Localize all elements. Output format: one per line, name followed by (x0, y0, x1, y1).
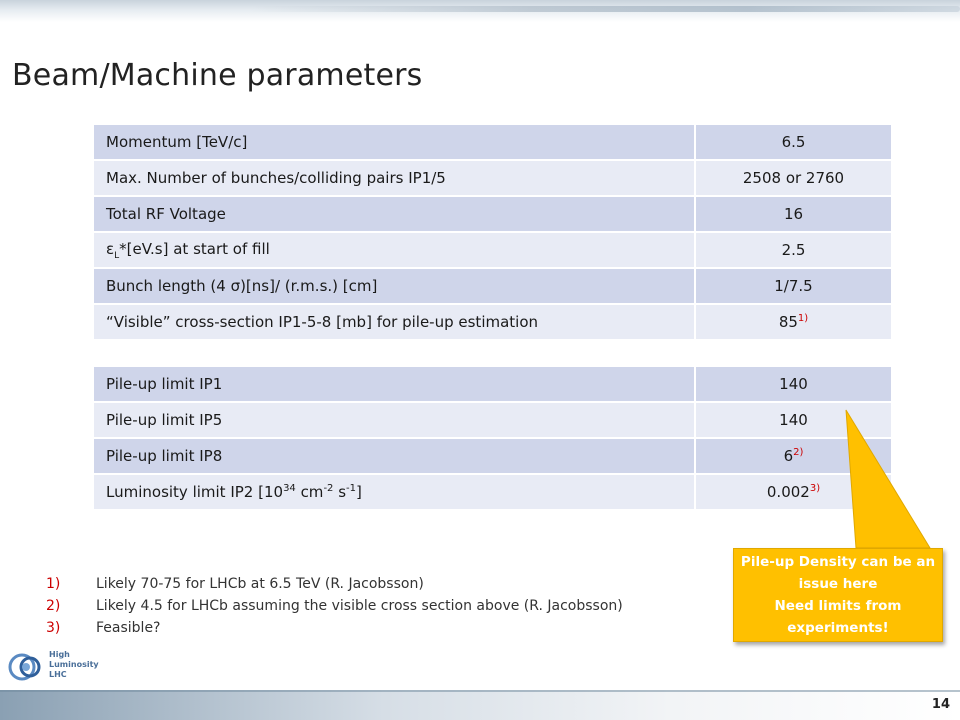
footnote-number: 1) (46, 576, 61, 592)
footnote-text: Likely 4.5 for LHCb assuming the visible cross section above (R. Jacobsson) (96, 598, 623, 614)
param-label (94, 474, 695, 510)
beam-parameters-table (94, 125, 891, 341)
footnote-marker: 3) (809, 483, 821, 494)
list-item (46, 573, 623, 595)
param-label: Total RF Voltage (94, 196, 695, 232)
param-value: 140 (695, 367, 891, 402)
label-part: Luminosity limit IP2 [10 (106, 483, 284, 501)
param-value: 2508 or 2760 (695, 160, 891, 196)
param-value: 6.5 (695, 125, 891, 160)
value-text: 0.002 (766, 483, 810, 501)
param-value: 16 (695, 196, 891, 232)
param-label: Max. Number of bunches/colliding pairs IP1/5 (94, 160, 695, 196)
table-row (94, 438, 891, 474)
param-label: Pile-up limit IP8 (94, 438, 695, 474)
logo-line: LHC (49, 670, 67, 679)
table-row (94, 474, 891, 510)
logo-line: Luminosity (49, 660, 99, 669)
param-value: 140 (695, 402, 891, 438)
pileup-limits-table (94, 367, 891, 511)
page-number: 14 (931, 697, 950, 712)
value-text: 85 (778, 313, 798, 331)
footnote-number: 2) (46, 598, 61, 614)
param-label-text: *[eV.s] at start of fill (119, 239, 270, 258)
top-decorative-band (0, 0, 960, 22)
footnote-number: 3) (46, 620, 61, 636)
param-label: “Visible” cross-section IP1-5-8 [mb] for pile-up estimation (94, 304, 695, 340)
table-row (94, 125, 891, 160)
label-part: cm (295, 483, 324, 501)
logo-icon (8, 647, 48, 687)
value-text: 6 (783, 447, 794, 465)
footnote-text: Likely 70-75 for LHCb at 6.5 TeV (R. Jacobsson) (96, 576, 424, 592)
param-label (94, 232, 695, 268)
table-row (94, 160, 891, 196)
param-label: Pile-up limit IP5 (94, 402, 695, 438)
table-row (94, 196, 891, 232)
footnote-marker: 2) (793, 447, 804, 458)
param-label: Bunch length (4 σ)[ns]/ (r.m.s.) [cm] (94, 268, 695, 304)
param-value: 1/7.5 (695, 268, 891, 304)
epsilon-subscript: L (114, 250, 120, 261)
logo-text (49, 650, 99, 680)
list-item (46, 595, 623, 617)
page-title: Beam/Machine parameters (12, 58, 423, 93)
logo-line: High (49, 650, 70, 659)
table-row (94, 232, 891, 268)
param-value (695, 304, 891, 340)
footnotes-list (46, 573, 623, 639)
footnote-text: Feasible? (96, 620, 161, 636)
callout-line: issue here (798, 576, 878, 592)
callout-line: Need limits from (774, 598, 902, 614)
pileup-density-callout (733, 548, 943, 642)
table-row (94, 367, 891, 402)
label-part: s (333, 483, 347, 501)
exponent: -1 (346, 483, 356, 494)
param-value (695, 474, 891, 510)
hl-lhc-logo (8, 647, 108, 687)
table-row (94, 268, 891, 304)
footnote-marker: 1) (797, 313, 809, 324)
param-label: Momentum [TeV/c] (94, 125, 695, 160)
param-value (695, 438, 891, 474)
list-item (46, 617, 623, 639)
table-row (94, 304, 891, 340)
exponent: 34 (283, 483, 296, 494)
label-part: ] (356, 483, 362, 501)
callout-line: experiments! (787, 620, 889, 636)
table-row (94, 402, 891, 438)
bottom-decorative-band (0, 690, 960, 720)
exponent: -2 (323, 483, 334, 494)
callout-line: Pile-up Density can be an (740, 554, 936, 570)
epsilon-symbol: ε (106, 239, 115, 258)
param-value: 2.5 (695, 232, 891, 268)
param-label: Pile-up limit IP1 (94, 367, 695, 402)
